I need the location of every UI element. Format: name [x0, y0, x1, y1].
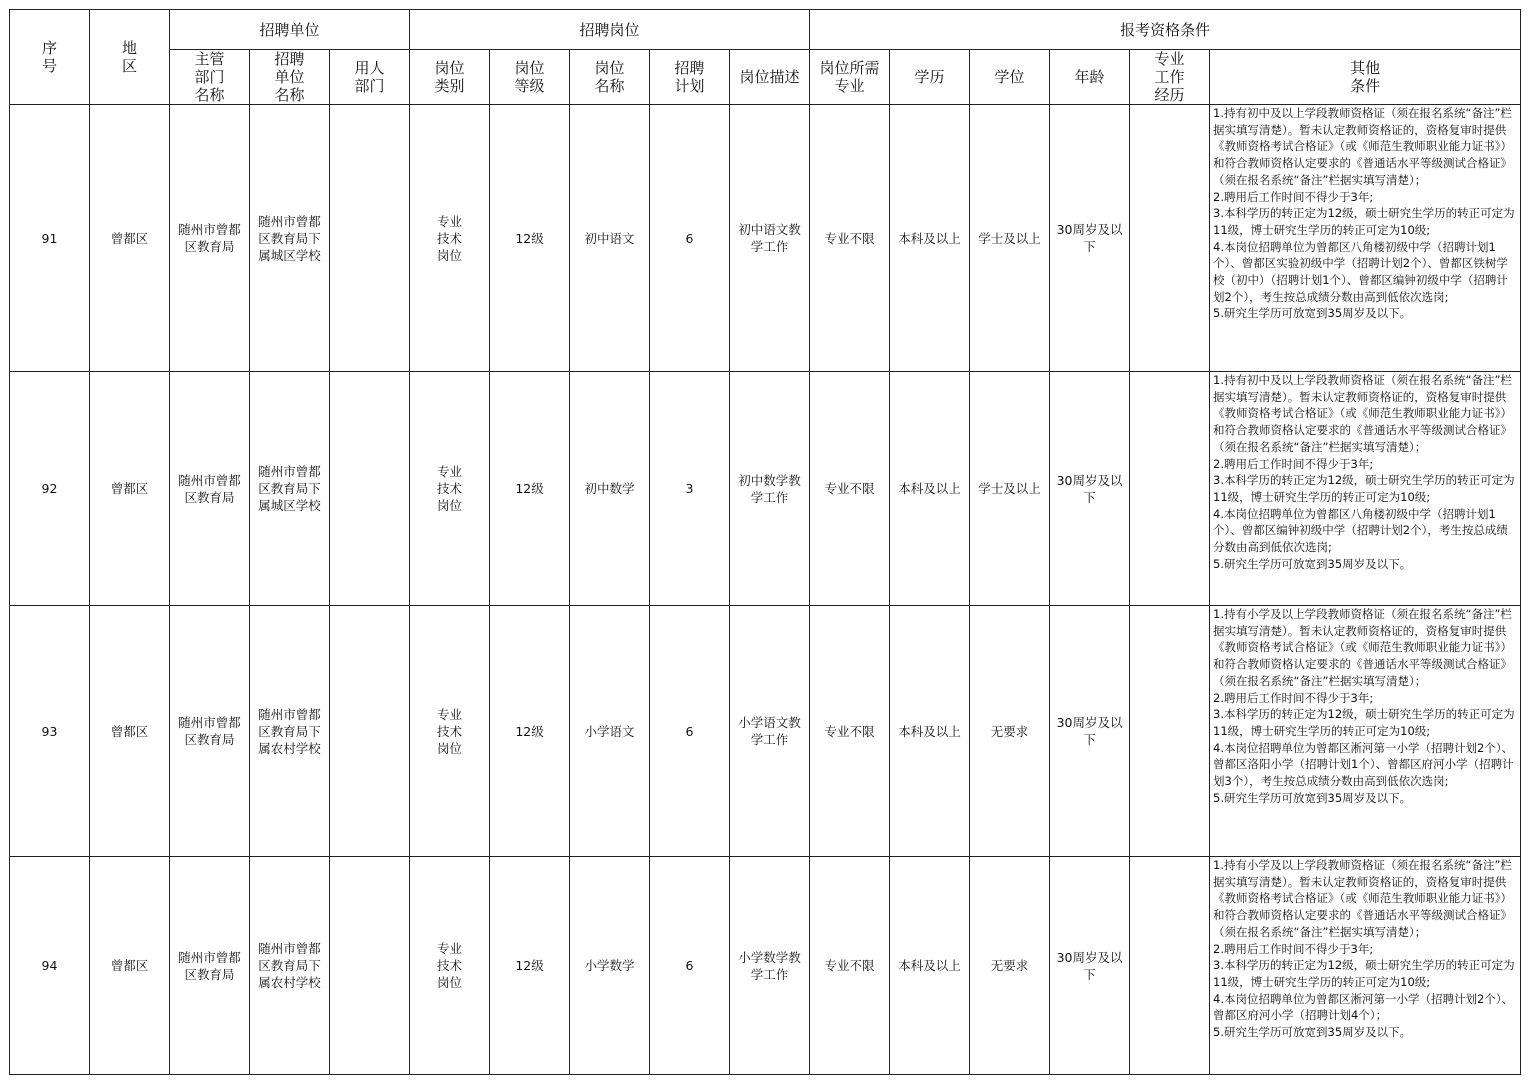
cell-post-type: 专业 技术 岗位	[410, 105, 490, 372]
cell-post-desc: 初中语文教 学工作	[730, 105, 810, 372]
header-employer: 用人 部门	[330, 50, 410, 105]
cell-unit: 随州市曾都 区教育局下 属农村学校	[250, 857, 330, 1075]
cell-post-desc: 小学数学教 学工作	[730, 857, 810, 1075]
recruitment-table	[9, 9, 1521, 1075]
cell-plan: 3	[650, 372, 730, 606]
header-post-level: 岗位 等级	[490, 50, 570, 105]
header-unit-name: 招聘 单位 名称	[250, 50, 330, 105]
condition-5: 5.研究生学历可放宽到35周岁及以下。	[1213, 790, 1412, 805]
header-group-unit: 招聘单位	[170, 10, 410, 50]
cell-other-conditions	[1210, 105, 1521, 372]
condition-1: 1.持有小学及以上学段教师资格证（须在报名系统“备注”栏据实填写清楚）。暂未认定教师资格证的，资格复审时提供《教师资格考试合格证》（或《师范生教师职业能力证书》）和符合教师资格认定要求的《普通话水平等级测试合格证》（须在报名系统“备注”栏据实填写清楚）；	[1213, 607, 1513, 688]
cell-other-conditions	[1210, 857, 1521, 1075]
header-post-type: 岗位 类别	[410, 50, 490, 105]
condition-1: 1.持有初中及以上学段教师资格证（须在报名系统“备注”栏据实填写清楚）。暂未认定教师资格证的，资格复审时提供《教师资格考试合格证》（或《师范生教师职业能力证书》）和符合教师资格认定要求的《普通话水平等级测试合格证》（须在报名系统“备注”栏据实填写清楚）；	[1213, 106, 1513, 187]
condition-2: 2.聘用后工作时间不得少于3年;	[1213, 456, 1374, 471]
condition-4: 4.本岗位招聘单位为曾都区淅河第一小学（招聘计划2个）、曾都区府河小学（招聘计划4个）；	[1213, 991, 1514, 1023]
cell-other-conditions	[1210, 372, 1521, 606]
header-region: 地 区	[90, 10, 170, 105]
cell-plan: 6	[650, 105, 730, 372]
cell-seq: 91	[10, 105, 90, 372]
condition-5: 5.研究生学历可放宽到35周岁及以下。	[1213, 306, 1412, 321]
cell-post-name: 小学语文	[570, 606, 650, 857]
header-group-qualification: 报考资格条件	[810, 10, 1521, 50]
condition-3: 3.本科学历的转正定为12级，硕士研究生学历的转正可定为11级，博士研究生学历的转正可定为10级;	[1213, 707, 1515, 738]
cell-plan: 6	[650, 606, 730, 857]
header-post-name: 岗位 名称	[570, 50, 650, 105]
cell-experience	[1130, 372, 1210, 606]
cell-employer	[330, 606, 410, 857]
cell-region: 曾都区	[90, 105, 170, 372]
header-plan: 招聘 计划	[650, 50, 730, 105]
condition-5: 5.研究生学历可放宽到35周岁及以下。	[1213, 556, 1412, 571]
cell-post-level: 12级	[490, 606, 570, 857]
cell-major: 专业不限	[810, 372, 890, 606]
header-other: 其他 条件	[1210, 50, 1521, 105]
cell-degree: 学士及以上	[970, 372, 1050, 606]
condition-2: 2.聘用后工作时间不得少于3年;	[1213, 941, 1374, 956]
cell-age: 30周岁及以 下	[1050, 105, 1130, 372]
cell-employer	[330, 372, 410, 606]
condition-1: 1.持有小学及以上学段教师资格证（须在报名系统“备注”栏据实填写清楚）。暂未认定教师资格证的，资格复审时提供《教师资格考试合格证》（或《师范生教师职业能力证书》）和符合教师资格认定要求的《普通话水平等级测试合格证》（须在报名系统“备注”栏据实填写清楚）；	[1213, 858, 1513, 939]
cell-post-level: 12级	[490, 372, 570, 606]
cell-experience	[1130, 857, 1210, 1075]
cell-major: 专业不限	[810, 857, 890, 1075]
header-age: 年龄	[1050, 50, 1130, 105]
cell-region: 曾都区	[90, 372, 170, 606]
condition-1: 1.持有初中及以上学段教师资格证（须在报名系统“备注”栏据实填写清楚）。暂未认定教师资格证的，资格复审时提供《教师资格考试合格证》（或《师范生教师职业能力证书》）和符合教师资格认定要求的《普通话水平等级测试合格证》（须在报名系统“备注”栏据实填写清楚）；	[1213, 373, 1513, 454]
cell-experience	[1130, 606, 1210, 857]
header-group-post: 招聘岗位	[410, 10, 810, 50]
cell-major: 专业不限	[810, 105, 890, 372]
cell-degree: 无要求	[970, 606, 1050, 857]
table-row	[10, 372, 1521, 606]
table-row	[10, 857, 1521, 1075]
cell-age: 30周岁及以 下	[1050, 857, 1130, 1075]
cell-degree: 学士及以上	[970, 105, 1050, 372]
header-post-desc: 岗位描述	[730, 50, 810, 105]
header-major: 岗位所需 专业	[810, 50, 890, 105]
condition-4: 4.本岗位招聘单位为曾都区八角楼初级中学（招聘计划1个）、曾都区实验初级中学（招聘计划2个）、曾都区铁树学校（初中）（招聘计划1个）、曾都区编钟初级中学（招聘计划2个），考生按总成绩分数由高到低依次选岗;	[1213, 239, 1508, 304]
cell-education: 本科及以上	[890, 105, 970, 372]
condition-3: 3.本科学历的转正定为12级，硕士研究生学历的转正可定为11级，博士研究生学历的转正可定为10级;	[1213, 206, 1515, 237]
cell-age: 30周岁及以 下	[1050, 606, 1130, 857]
cell-dept: 随州市曾都 区教育局	[170, 606, 250, 857]
cell-post-desc: 小学语文教 学工作	[730, 606, 810, 857]
cell-region: 曾都区	[90, 857, 170, 1075]
cell-post-level: 12级	[490, 857, 570, 1075]
header-dept: 主管 部门 名称	[170, 50, 250, 105]
header-experience: 专业 工作 经历	[1130, 50, 1210, 105]
cell-seq: 92	[10, 372, 90, 606]
cell-education: 本科及以上	[890, 372, 970, 606]
condition-3: 3.本科学历的转正定为12级，硕士研究生学历的转正可定为11级，博士研究生学历的转正可定为10级;	[1213, 958, 1515, 989]
header-degree: 学位	[970, 50, 1050, 105]
cell-post-type: 专业 技术 岗位	[410, 372, 490, 606]
cell-post-type: 专业 技术 岗位	[410, 857, 490, 1075]
cell-dept: 随州市曾都 区教育局	[170, 105, 250, 372]
cell-region: 曾都区	[90, 606, 170, 857]
cell-unit: 随州市曾都 区教育局下 属城区学校	[250, 372, 330, 606]
cell-seq: 94	[10, 857, 90, 1075]
header-seq: 序 号	[10, 10, 90, 105]
cell-dept: 随州市曾都 区教育局	[170, 857, 250, 1075]
cell-degree: 无要求	[970, 857, 1050, 1075]
cell-post-level: 12级	[490, 105, 570, 372]
cell-unit: 随州市曾都 区教育局下 属城区学校	[250, 105, 330, 372]
cell-plan: 6	[650, 857, 730, 1075]
cell-age: 30周岁及以 下	[1050, 372, 1130, 606]
cell-unit: 随州市曾都 区教育局下 属农村学校	[250, 606, 330, 857]
condition-4: 4.本岗位招聘单位为曾都区八角楼初级中学（招聘计划1个）、曾都区编钟初级中学（招聘计划2个），考生按总成绩分数由高到低依次选岗;	[1213, 506, 1508, 555]
cell-education: 本科及以上	[890, 606, 970, 857]
table-row	[10, 105, 1521, 372]
cell-dept: 随州市曾都 区教育局	[170, 372, 250, 606]
table-row	[10, 606, 1521, 857]
condition-3: 3.本科学历的转正定为12级，硕士研究生学历的转正可定为11级，博士研究生学历的转正可定为10级;	[1213, 473, 1515, 504]
cell-education: 本科及以上	[890, 857, 970, 1075]
cell-post-type: 专业 技术 岗位	[410, 606, 490, 857]
cell-employer	[330, 105, 410, 372]
cell-post-desc: 初中数学教 学工作	[730, 372, 810, 606]
cell-post-name: 初中数学	[570, 372, 650, 606]
cell-experience	[1130, 105, 1210, 372]
condition-5: 5.研究生学历可放宽到35周岁及以下。	[1213, 1025, 1412, 1040]
cell-other-conditions	[1210, 606, 1521, 857]
cell-major: 专业不限	[810, 606, 890, 857]
cell-seq: 93	[10, 606, 90, 857]
cell-post-name: 初中语文	[570, 105, 650, 372]
cell-employer	[330, 857, 410, 1075]
condition-2: 2.聘用后工作时间不得少于3年;	[1213, 690, 1374, 705]
cell-post-name: 小学数学	[570, 857, 650, 1075]
condition-2: 2.聘用后工作时间不得少于3年;	[1213, 189, 1374, 204]
condition-4: 4.本岗位招聘单位为曾都区淅河第一小学（招聘计划2个）、曾都区洛阳小学（招聘计划1个）、曾都区府河小学（招聘计划3个），考生按总成绩分数由高到低依次选岗;	[1213, 740, 1514, 789]
header-education: 学历	[890, 50, 970, 105]
